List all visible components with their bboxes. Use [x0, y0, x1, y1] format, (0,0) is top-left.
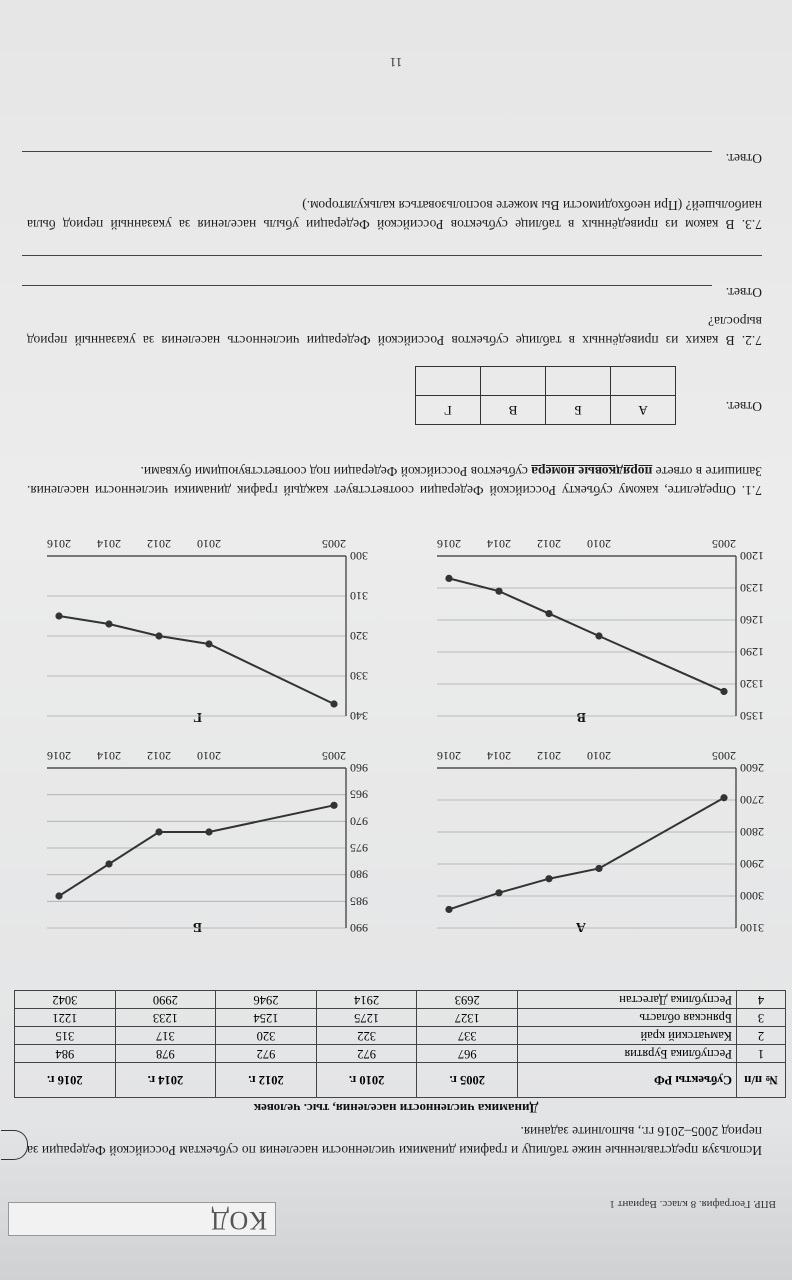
table-title: Динамика численности населения, тыс. человек	[253, 1101, 539, 1116]
x-tick-label: 2010	[197, 749, 221, 763]
data-point	[55, 892, 62, 899]
question-7-3: 7.3. В каком из приведённых в таблице субъектов Российской Федерации убыль населения за указанный период была наибольшей? (При необходимости Вы можете воспользоваться калькулятором.)	[27, 198, 762, 232]
table-row	[15, 1045, 786, 1063]
question-7-1	[27, 462, 762, 500]
x-tick-label: 2016	[437, 749, 461, 763]
table-row	[15, 991, 786, 1009]
y-tick-label: 970	[350, 814, 368, 829]
answer-line-7-2b[interactable]	[22, 255, 762, 256]
data-point	[55, 612, 62, 619]
table-cell: 2	[737, 1027, 786, 1045]
x-tick-label: 2016	[47, 537, 71, 551]
table-cell: 2990	[115, 991, 216, 1009]
x-tick-label: 2005	[712, 749, 736, 763]
data-point	[205, 640, 212, 647]
y-tick-label: 1230	[740, 581, 764, 595]
table-header: 2016 г.	[15, 1063, 116, 1098]
table-cell: 1275	[316, 1009, 417, 1027]
x-tick-label: 2014	[487, 749, 511, 763]
table-cell: 3	[737, 1009, 786, 1027]
table-cell: 1254	[216, 1009, 317, 1027]
answer-label-7-2: Ответ.	[725, 285, 762, 300]
question-7-1-text-a: Определите, какому субъекту Российской Федерации соответствует каждый график динамики численности населения. Запишите в ответе	[27, 464, 762, 498]
table-cell: 4	[737, 991, 786, 1009]
table-header: 2014 г.	[115, 1063, 216, 1098]
question-7-1-number: 7.1.	[741, 483, 762, 498]
y-tick-label: 960	[350, 761, 368, 775]
data-point	[720, 794, 727, 801]
question-7-1-emphasis: порядковые номера	[531, 464, 653, 479]
table-header: Субъекты РФ	[518, 1063, 737, 1098]
table-cell: 1221	[15, 1009, 116, 1027]
series-line	[59, 616, 334, 704]
data-point	[105, 620, 112, 627]
x-tick-label: 2014	[487, 537, 511, 551]
x-tick-label: 2005	[712, 537, 736, 551]
answer-cell-v[interactable]	[481, 367, 546, 396]
y-tick-label: 2800	[740, 825, 764, 839]
table-cell: 337	[417, 1027, 518, 1045]
table-cell: 967	[417, 1045, 518, 1063]
task-number-marker	[1, 1130, 28, 1160]
data-point	[155, 828, 162, 835]
data-point	[545, 610, 552, 617]
x-tick-label: 2012	[537, 749, 561, 763]
chart-v	[422, 528, 782, 728]
table-header: 2010 г.	[316, 1063, 417, 1098]
table-row	[15, 1009, 786, 1027]
data-point	[445, 906, 452, 913]
y-tick-label: 310	[350, 589, 368, 603]
answer-col-header: Г	[416, 396, 481, 425]
table-cell: 1327	[417, 1009, 518, 1027]
page-number: 11	[389, 55, 403, 70]
table-header: № п/п	[737, 1063, 786, 1098]
x-tick-label: 2005	[322, 749, 346, 763]
series-line	[59, 805, 334, 896]
x-tick-label: 2016	[437, 537, 461, 551]
code-field[interactable]	[8, 1202, 276, 1236]
question-7-2: 7.2. В каких из приведённых в таблице субъектов Российской Федерации численность населения за указанный период выросла?	[27, 314, 762, 348]
x-tick-label: 2010	[587, 537, 611, 551]
table-cell: 322	[316, 1027, 417, 1045]
y-tick-label: 3000	[740, 889, 764, 903]
table-cell: Камчатский край	[518, 1027, 737, 1045]
task-intro: Используя представленные ниже таблицу и графики динамики численности населения по субъектам Российской Федерации за период 2005–2016 гг., выполните задания.	[27, 1124, 762, 1158]
table-cell: 2946	[216, 991, 317, 1009]
y-tick-label: 1200	[740, 549, 764, 563]
y-tick-label: 1350	[740, 709, 764, 723]
table-cell: 1233	[115, 1009, 216, 1027]
series-line	[449, 578, 724, 691]
answer-col-header: В	[481, 396, 546, 425]
question-7-1-text-b: субъектов Российской Федерации под соответствующими буквами.	[140, 464, 532, 479]
chart-label-v: В	[576, 709, 586, 724]
table-cell: Республика Дагестан	[518, 991, 737, 1009]
table-row	[15, 1027, 786, 1045]
table-cell: 320	[216, 1027, 317, 1045]
answer-cell-b[interactable]	[546, 367, 611, 396]
table-cell: 317	[115, 1027, 216, 1045]
answer-label-7-1: Ответ.	[725, 399, 762, 414]
y-tick-label: 1320	[740, 677, 764, 691]
table-cell: 315	[15, 1027, 116, 1045]
y-tick-label: 1260	[740, 613, 764, 627]
table-cell: 2693	[417, 991, 518, 1009]
data-point	[330, 700, 337, 707]
answer-line-7-2[interactable]	[22, 285, 712, 286]
data-point	[445, 575, 452, 582]
x-tick-label: 2010	[197, 537, 221, 551]
y-tick-label: 2700	[740, 793, 764, 807]
table-cell: Республика Бурятия	[518, 1045, 737, 1063]
answer-col-header: А	[611, 396, 676, 425]
answer-cell-a[interactable]	[611, 367, 676, 396]
table-cell: 972	[216, 1045, 317, 1063]
answer-label-7-3: Ответ.	[725, 151, 762, 166]
x-tick-label: 2012	[147, 537, 171, 551]
answer-table-7-1	[415, 366, 676, 425]
y-tick-label: 2600	[740, 761, 764, 775]
table-header-row	[15, 1063, 786, 1098]
y-tick-label: 300	[350, 549, 368, 563]
x-tick-label: 2016	[47, 749, 71, 763]
data-point	[545, 875, 552, 882]
data-point	[495, 889, 502, 896]
table-cell: 984	[15, 1045, 116, 1063]
data-point	[495, 588, 502, 595]
y-tick-label: 985	[350, 894, 368, 909]
table-cell: 3042	[15, 991, 116, 1009]
chart-label-b: Б	[192, 919, 202, 934]
answer-col-header: Б	[546, 396, 611, 425]
chart-label-a: А	[575, 919, 586, 934]
x-tick-label: 2010	[587, 749, 611, 763]
data-point	[330, 802, 337, 809]
data-point	[720, 688, 727, 695]
table-header: 2005 г.	[417, 1063, 518, 1098]
y-tick-label: 980	[350, 867, 368, 882]
y-tick-label: 340	[350, 709, 368, 723]
table-cell: 2914	[316, 991, 417, 1009]
y-tick-label: 1290	[740, 645, 764, 659]
data-point	[155, 632, 162, 639]
code-label: КОД	[209, 1206, 267, 1235]
x-tick-label: 2005	[322, 537, 346, 551]
chart-a	[422, 740, 782, 940]
chart-b	[32, 740, 392, 940]
chart-g	[32, 528, 392, 728]
population-table	[14, 990, 786, 1098]
y-tick-label: 990	[350, 921, 368, 935]
y-tick-label: 3100	[740, 921, 764, 935]
page-header-subject: ВПР. География. 8 класс. Вариант 1	[609, 1198, 776, 1210]
x-tick-label: 2012	[537, 537, 561, 551]
y-tick-label: 2900	[740, 857, 764, 871]
table-cell: Брянская область	[518, 1009, 737, 1027]
y-tick-label: 965	[350, 787, 368, 802]
table-cell: 978	[115, 1045, 216, 1063]
y-tick-label: 330	[350, 669, 368, 683]
x-tick-label: 2014	[97, 537, 121, 551]
answer-line-7-3[interactable]	[22, 151, 712, 152]
chart-label-g: Г	[193, 709, 202, 724]
series-line	[449, 798, 724, 910]
x-tick-label: 2014	[97, 749, 121, 763]
table-cell: 972	[316, 1045, 417, 1063]
data-point	[105, 860, 112, 867]
y-tick-label: 975	[350, 841, 368, 855]
x-tick-label: 2012	[147, 749, 171, 763]
answer-cell-g[interactable]	[416, 367, 481, 396]
data-point	[595, 632, 602, 639]
table-header: 2012 г.	[216, 1063, 317, 1098]
table-cell: 1	[737, 1045, 786, 1063]
data-point	[205, 828, 212, 835]
data-point	[595, 865, 602, 872]
y-tick-label: 320	[350, 629, 368, 643]
